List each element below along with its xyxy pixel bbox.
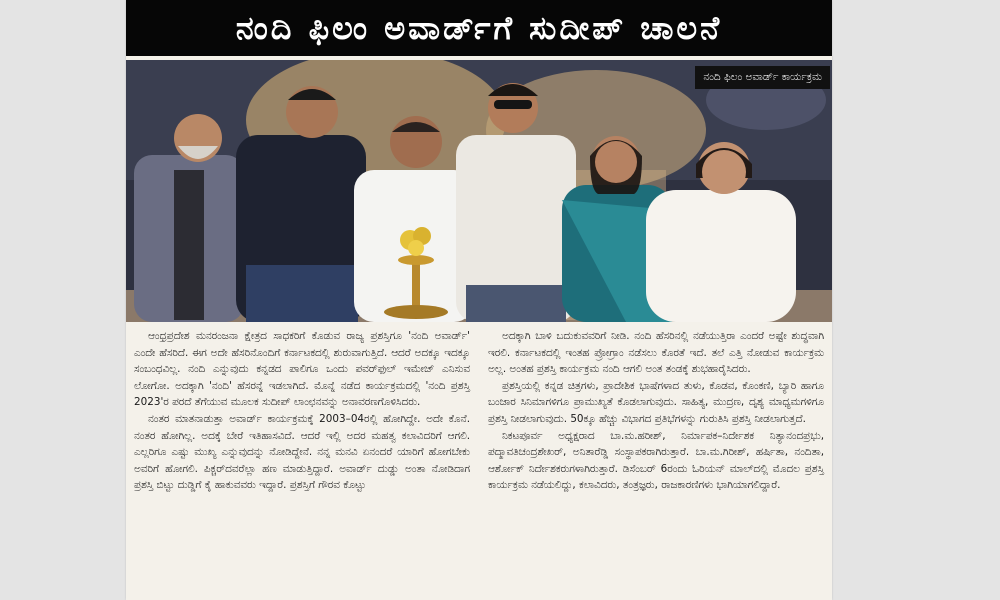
event-photo [126, 60, 832, 322]
paragraph: ಅದಕ್ಕಾಗಿ ಬಾಳಿ ಬದುಕುವವರಿಗೆ ನೀಡಿ. ನಂದಿ ಹೆಸರಿನಲ್ಲಿ ನಡೆಯುತ್ತಿರಾ ಎಂದರೆ ಅಷ್ಟೇ ಶುದ್ಧವಾಗಿ ಇರಲಿ. ಕರ್ನಾಟಕದಲ್ಲಿ ಇಂತಹ ಪ್ರೋಗ್ರಾಂ ನಡೆಸಲು ಕೊರತೆ ಇದೆ. ತಲೆ ಎತ್ತಿ ನೋಡುವ ಕಾರ್ಯಕ್ರಮ ಅಲ್ಲ. ಅಂತಹ ಪ್ರಶಸ್ತಿ ಕಾರ್ಯಕ್ರಮ ನಂದಿ ಆಗಲಿ ಅಂತ ತಂಡಕ್ಕೆ ಶುಭಹಾರೈಸಿದರು. [488, 330, 824, 376]
paragraph: ಪ್ರಶಸ್ತಿಯಲ್ಲಿ ಕನ್ನಡ ಚಿತ್ರಗಳು, ಪ್ರಾದೇಶಿಕ ಭಾಷೆಗಳಾದ ತುಳು, ಕೊಡವ, ಕೊಂಕಣಿ, ಬ್ಯಾರಿ ಹಾಗೂ ಬಂಜಾರ ಸಿನಿಮಾಗಳಿಗೂ ಪ್ರಾಮುಖ್ಯತೆ ಕೊಡಲಾಗುವುದು. ಸಾಹಿತ್ಯ, ಮುದ್ರಣ, ದೃಶ್ಯ ಮಾಧ್ಯಮಗಳಿಗೂ ಪ್ರಶಸ್ತಿ ನೀಡಲಾಗುವುದು. 50ಕ್ಕೂ ಹೆಚ್ಚು ವಿಭಾಗದ ಪ್ರತಿಭೆಗಳನ್ನು ಗುರುತಿಸಿ ಪ್ರಶಸ್ತಿ ನೀಡಲಾಗುತ್ತದೆ. [488, 379, 824, 425]
photo-caption: ನಂದಿ ಫಿಲಂ ಅವಾರ್ಡ್ ಕಾರ್ಯಕ್ರಮ [695, 66, 830, 89]
paragraph: ಆಂಧ್ರಪ್ರದೇಶ ಮನರಂಜನಾ ಕ್ಷೇತ್ರದ ಸಾಧಕರಿಗೆ ಕೊಡುವ ರಾಜ್ಯ ಪ್ರಶಸ್ತಿಗೂ 'ನಂದಿ ಅವಾರ್ಡ್' ಎಂದೇ ಹೆಸರಿದೆ. ಈಗ ಅದೇ ಹೆಸರಿನೊಂದಿಗೆ ಕರ್ನಾಟಕದಲ್ಲಿ ಶುರುವಾಗುತ್ತಿದೆ. ಆದರೆ ಅದಕ್ಕೂ ಇದಕ್ಕೂ ಸಂಬಂಧವಿಲ್ಲ. ನಂದಿ ಎನ್ನುವುದು ಕನ್ನಡದ ಪಾಲಿಗೂ ಒಂದು ಪವರ್‌ಫುಲ್ ಇಮೇಜ್ ಎನಿಸುವ ಲೋಗೋ. ಅದಕ್ಕಾಗಿ 'ನಂದಿ' ಹೆಸರನ್ನೆ ಇಡಲಾಗಿದೆ. ಮೊನ್ನೆ ನಡೆದ ಕಾರ್ಯಕ್ರಮದಲ್ಲಿ 'ನಂದಿ ಪ್ರಶಸ್ತಿ 2023'ರ ಪರದೆ ತೆಗೆಯುವ ಮೂಲಕ ಸುದೀಪ್ ಲಾಂಛನವನ್ನು ಅನಾವರಣಗೊಳಿಸಿದರು. [134, 330, 470, 409]
article-column-right [488, 328, 824, 598]
newspaper-clipping [126, 0, 832, 600]
headline-bar [126, 0, 832, 56]
paragraph: ನಂತರ ಮಾತನಾಡುತ್ತಾ ಅವಾರ್ಡ್ ಕಾರ್ಯಕ್ರಮಕ್ಕೆ 2003–04ರಲ್ಲಿ ಹೋಗಿದ್ದೇ. ಅದೇ ಕೊನೆ. ನಂತರ ಹೋಗಿಲ್ಲ. ಅದಕ್ಕೆ ಬೇರೆ ಇತಿಹಾಸವಿದೆ. ಆದರೆ ಇಲ್ಲಿ ಅದರ ಮಹತ್ವ ಕಲಾವಿದರಿಗೆ ಆಗಲಿ. ಎಲ್ಲರಿಗೂ ಎಷ್ಟು ಮುಖ್ಯ ಎನ್ನುವುದನ್ನು ನೋಡಿದ್ದೇನೆ. ನನ್ನ ಮನವಿ ಏನಂದರೆ ಯಾರಿಗೆ ಹೋಗಬೇಕು ಅವರಿಗೆ ಹೋಗಲಿ. ಪಿಕ್ಚರ್‌ದವರೆಲ್ಲಾ ಹಣ ಮಾಡುತ್ತಿದ್ದಾರೆ. ಅವಾರ್ಡ್ ದುಡ್ಡು ಅಂತಾ ನೋಡಿದಾಗ ಪ್ರಶಸ್ತಿ ಬಿಟ್ಟು ದುಡ್ಡಿಗೆ ಕೈ ಹಾಕುವವರು ಇದ್ದಾರೆ. ಪ್ರಶಸ್ತಿಗೆ ಗೌರವ ಕೊಟ್ಟು [134, 412, 470, 492]
event-photo-illustration [126, 60, 832, 322]
article-column-left [134, 328, 470, 598]
paragraph: ನಿಕಟಪೂರ್ವ ಅಧ್ಯಕ್ಷರಾದ ಬಾ.ಮ.ಹರೀಶ್, ನಿರ್ಮಾಪಕ–ನಿರ್ದೇಶಕ ನಿತ್ಯಾನಂದಪ್ರಭು, ಪದ್ಮಾವತಿಚಂದ್ರಶೇಖರ್, ಅನಿತಾರೆಡ್ಡಿ ಸಂಸ್ಥಾಪಕರಾಗಿರುತ್ತಾರೆ. ಬಾ.ಮ.ಗಿರೀಶ್, ಹರ್ಷಿತಾ, ನಂದಿತಾ, ಆರ್ಶೋಕ್ ನಿರ್ದೇಶಕರುಗಳಾಗಿರುತ್ತಾರೆ. ಡಿಸೆಂಬರ್ 6ರಂದು ಓರಿಯನ್ ಮಾಲ್‌ದಲ್ಲಿ ಮೊದಲ ಪ್ರಶಸ್ತಿ ಕಾರ್ಯಕ್ರಮ ನಡೆಯಲಿದ್ದು, ಕಲಾವಿದರು, ತಂತ್ರಜ್ಞರು, ರಾಜಕಾರಣಿಗಳು ಭಾಗಿಯಾಗಲಿದ್ದಾರೆ. [488, 429, 824, 492]
article-body [134, 328, 824, 598]
headline-text: ನಂದಿ ಫಿಲಂ ಅವಾರ್ಡ್‌ಗೆ ಸುದೀಪ್ ಚಾಲನೆ [235, 8, 723, 47]
